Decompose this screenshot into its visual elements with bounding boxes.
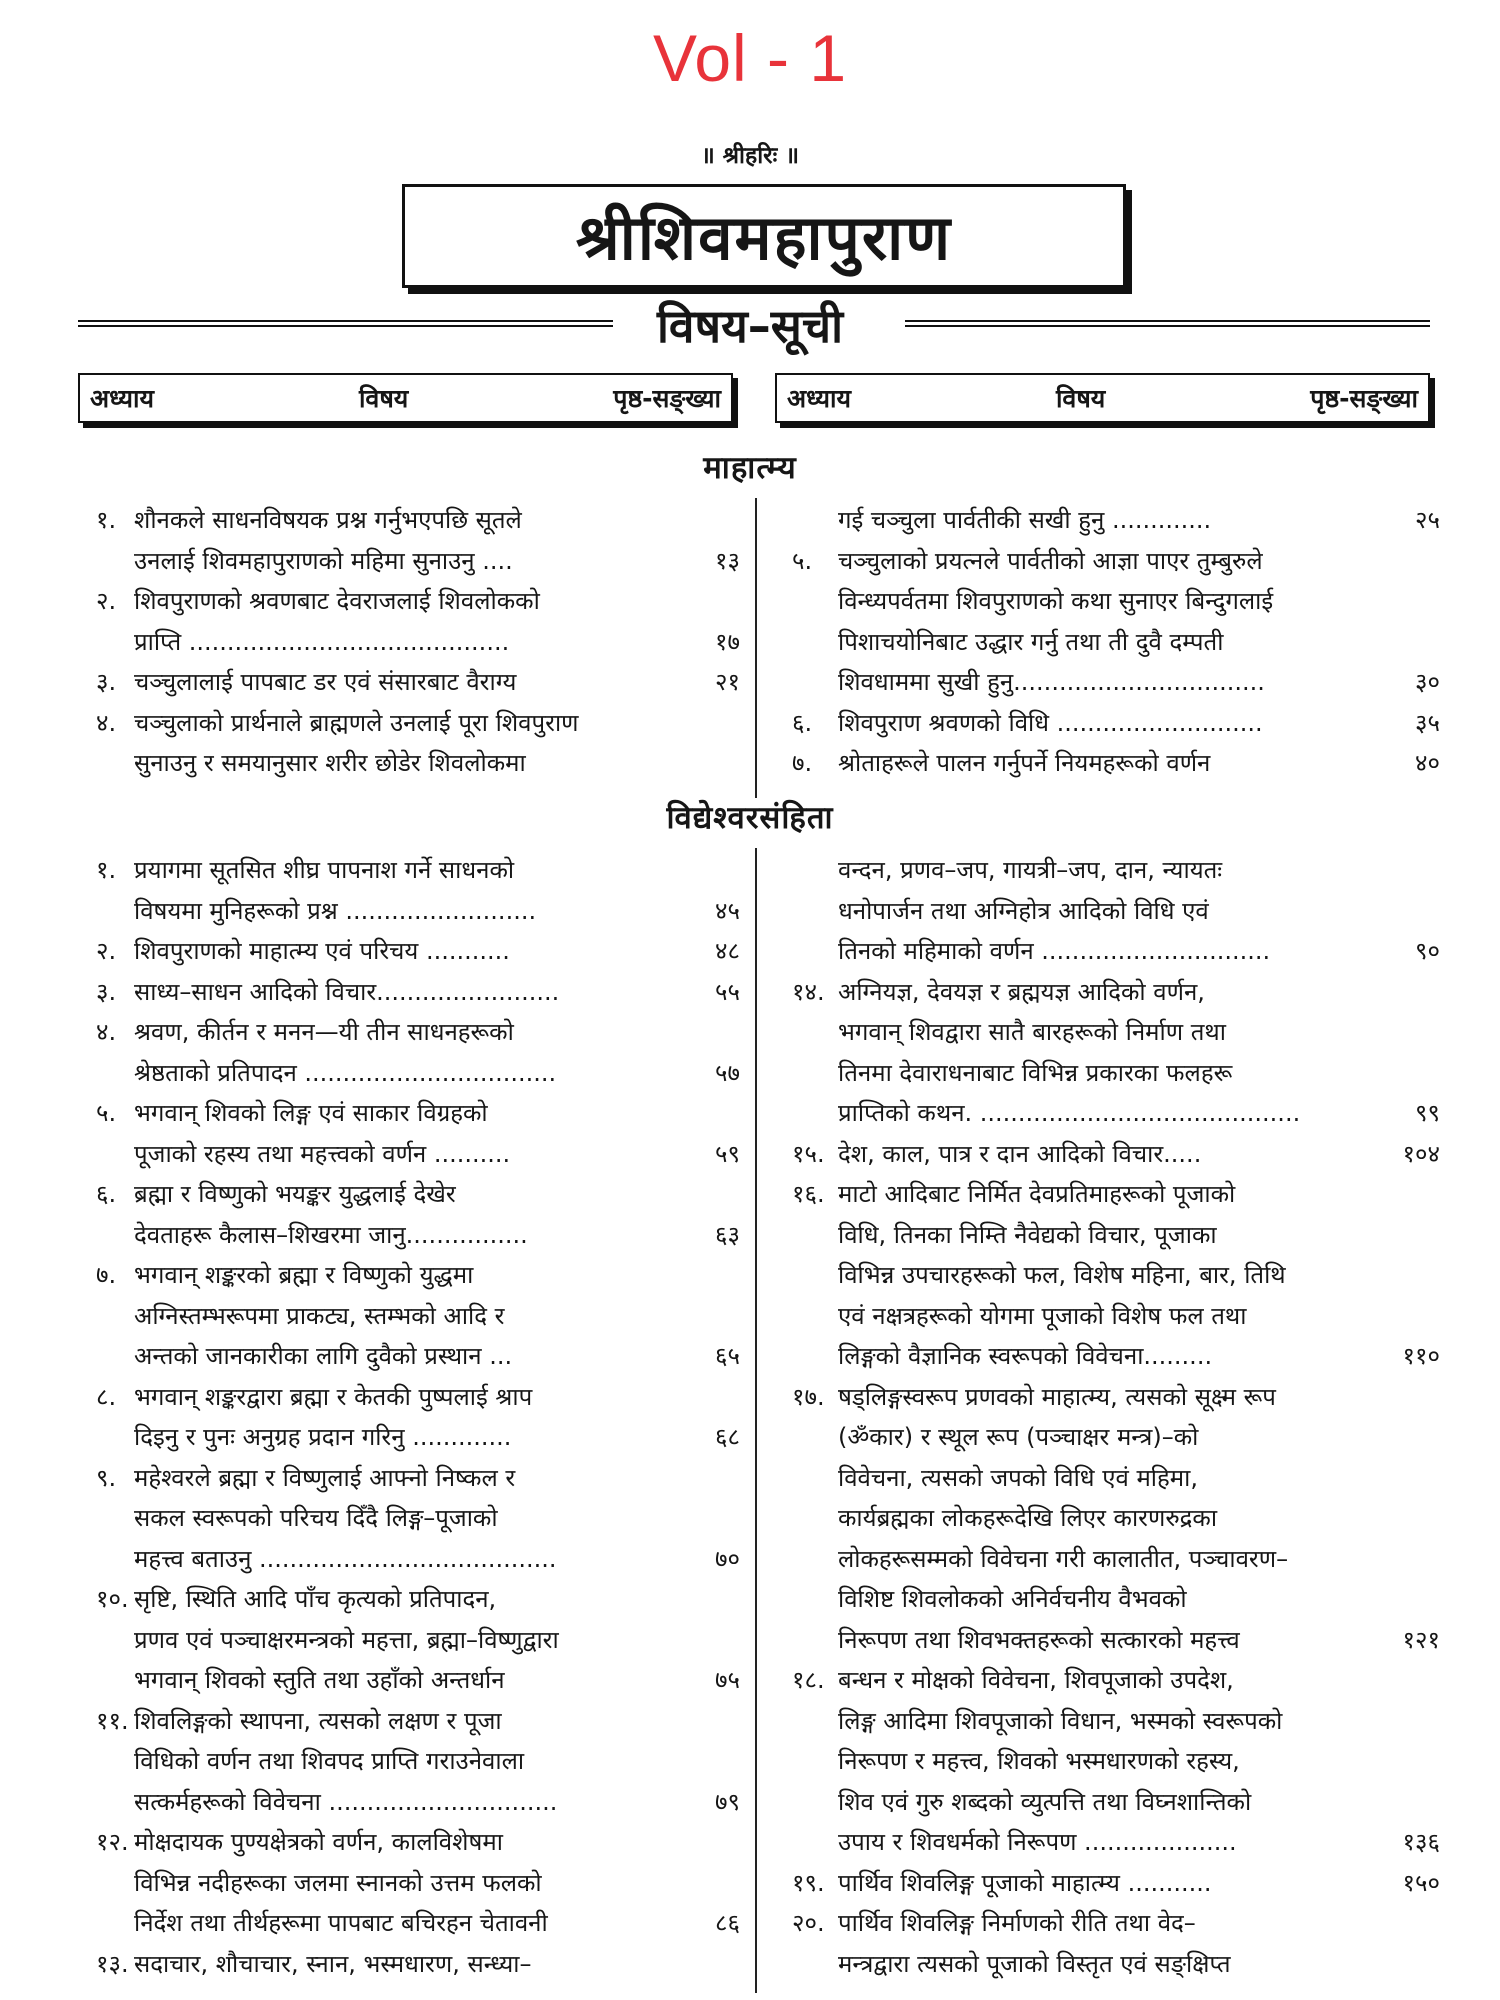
toc-entry-text: सत्कर्महरूको विवेचना ..............................: [134, 1787, 558, 1816]
toc-page-number: ३५: [1415, 708, 1440, 737]
volume-label: Vol - 1: [652, 21, 848, 95]
toc-entry-text: भगवान् शिवको लिङ्ग एवं साकार विग्रहको: [134, 1099, 488, 1127]
toc-row: [0, 1174, 1500, 1214]
toc-row: [0, 1093, 1500, 1133]
toc-chapter-number: ८.: [96, 1382, 117, 1411]
toc-entry-text: शिवपुराण श्रवणको विधि ...........................: [838, 708, 1263, 737]
toc-row: [0, 703, 1500, 743]
toc-chapter-number: १.: [96, 506, 117, 534]
toc-row: [0, 743, 1500, 783]
toc-entry-text: पार्थिव शिवलिङ्ग पूजाको माहात्म्य ...........: [838, 1868, 1212, 1897]
header-chapter: अध्याय: [90, 384, 154, 413]
toc-entry-text: विभिन्न उपचारहरूको फल, विशेष महिना, बार, तिथि: [838, 1261, 1286, 1289]
toc-entry-text: मन्त्रद्वारा त्यसको पूजाको विस्तृत एवं सङ्क्षिप्त: [838, 1949, 1231, 1978]
toc-page-number: १२१: [1402, 1625, 1440, 1654]
toc-entry-text: विषयमा मुनिहरूको प्रश्न .........................: [134, 896, 537, 925]
toc-entry-text: शिवधाममा सुखी हुनु.................................: [838, 668, 1265, 696]
toc-page-number: ११०: [1402, 1342, 1440, 1370]
toc-row: [0, 1458, 1500, 1498]
toc-row: [0, 541, 1500, 581]
toc-entry-text: प्रणव एवं पञ्चाक्षरमन्त्रको महत्ता, ब्रह्मा–विष्णुद्वारा: [134, 1625, 559, 1654]
toc-entry-text: उपाय र शिवधर्मको निरूपण ....................: [838, 1828, 1237, 1856]
toc-chapter-number: ९.: [96, 1463, 117, 1492]
toc-page-number: २५: [1415, 506, 1440, 534]
toc-chapter-number: ५.: [792, 546, 813, 575]
toc-entry-text: तिनको महिमाको वर्णन ..............................: [838, 937, 1271, 965]
toc-chapter-number: ३.: [96, 977, 117, 1006]
toc-entry-text: गई चञ्चुला पार्वतीकी सखी हुनु .............: [838, 506, 1212, 534]
contents-subtitle: विषय–सूची: [657, 299, 843, 353]
toc-entry-text: लिङ्गको वैज्ञानिक स्वरूपको विवेचना.........: [838, 1342, 1213, 1370]
toc-row: [0, 972, 1500, 1012]
toc-entry-text: चञ्चुलाको प्रयत्नले पार्वतीको आज्ञा पाएर तुम्बुरुले: [838, 546, 1263, 575]
toc-row: [0, 581, 1500, 621]
toc-chapter-number: १२.: [96, 1828, 129, 1856]
toc-entry-text: अग्नियज्ञ, देवयज्ञ र ब्रह्मयज्ञ आदिको वर्णन,: [838, 977, 1205, 1006]
toc-entry-text: सृष्टि, स्थिति आदि पाँच कृत्यको प्रतिपादन,: [134, 1585, 497, 1613]
toc-entry-text: निरूपण र महत्त्व, शिवको भस्मधारणको रहस्य,: [838, 1747, 1240, 1775]
toc-chapter-number: ५.: [96, 1099, 117, 1127]
toc-row: [0, 1336, 1500, 1376]
toc-chapter-number: ११.: [96, 1706, 129, 1735]
toc-entry-text: श्रोताहरूले पालन गर्नुपर्ने नियमहरूको वर्णन: [838, 749, 1211, 777]
toc-page-number: ५९: [715, 1139, 740, 1168]
toc-page-number: ९०: [1415, 937, 1440, 965]
toc-row: [0, 1822, 1500, 1862]
toc-entry-text: शिवपुराणको माहात्म्य एवं परिचय ...........: [134, 937, 510, 965]
toc-row: [0, 1012, 1500, 1052]
toc-chapter-number: ७.: [96, 1261, 117, 1289]
toc-row: [0, 850, 1500, 890]
toc-row: [0, 1053, 1500, 1093]
section-title-vidyeshwar: विद्येश्वरसंहिता: [666, 800, 834, 836]
toc-entry-text: प्राप्ति ..........................................: [134, 627, 510, 656]
invocation-text: ॥ श्रीहरिः ॥: [700, 143, 800, 169]
toc-entry-text: सदाचार, शौचाचार, स्नान, भस्मधारण, सन्ध्या–: [134, 1949, 532, 1978]
toc-row: [0, 1255, 1500, 1295]
toc-row: [0, 622, 1500, 662]
toc-chapter-number: ६.: [792, 708, 813, 737]
toc-chapter-number: १४.: [792, 977, 825, 1006]
toc-entry-text: महत्त्व बताउनु .......................................: [134, 1544, 557, 1573]
toc-row: [0, 1579, 1500, 1619]
toc-entry-text: ब्रह्मा र विष्णुको भयङ्कर युद्धलाई देखेर: [134, 1180, 456, 1208]
toc-page-number: १३६: [1402, 1828, 1440, 1856]
toc-row: [0, 662, 1500, 702]
toc-entry-text: भगवान् शिवद्वारा सातै बारहरूको निर्माण तथा: [838, 1018, 1226, 1046]
toc-page-number: २१: [715, 668, 740, 696]
toc-entry-text: निर्देश तथा तीर्थहरूमा पापबाट बचिरहन चेतावनी: [134, 1909, 548, 1937]
toc-page-number: १७: [715, 627, 740, 656]
toc-chapter-number: ३.: [96, 668, 117, 696]
toc-entry-text: विभिन्न नदीहरूका जलमा स्नानको उत्तम फलको: [134, 1868, 542, 1897]
toc-entry-text: शिव एवं गुरु शब्दको व्युत्पत्ति तथा विघ्नशान्तिको: [838, 1787, 1252, 1816]
toc-entry-text: लोकहरूसम्मको विवेचना गरी कालातीत, पञ्चावरण–: [838, 1544, 1289, 1573]
toc-row: [0, 1134, 1500, 1174]
toc-entry-text: एवं नक्षत्रहरूको योगमा पूजाको विशेष फल तथा: [838, 1301, 1247, 1330]
toc-entry-text: विवेचना, त्यसको जपको विधि एवं महिमा,: [838, 1463, 1198, 1492]
toc-page-number: ५७: [715, 1058, 740, 1087]
toc-row: [0, 1701, 1500, 1741]
toc-chapter-number: १६.: [792, 1180, 825, 1208]
toc-page-number: ६३: [715, 1220, 740, 1249]
toc-row: [0, 1417, 1500, 1457]
toc-row: [0, 500, 1500, 540]
toc-entry-text: शिवपुराणको श्रवणबाट देवराजलाई शिवलोकको: [134, 587, 540, 615]
toc-chapter-number: २.: [96, 587, 117, 615]
toc-entry-text: कार्यब्रह्मका लोकहरूदेखि लिएर कारणरुद्रका: [838, 1504, 1218, 1532]
toc-page-number: ९९: [1415, 1099, 1440, 1127]
toc-row: [0, 1539, 1500, 1579]
toc-entry-text: अग्निस्तम्भरूपमा प्राकट्य, स्तम्भको आदि र: [134, 1301, 505, 1330]
header-page-number: पृष्ठ-सङ्ख्या: [1310, 384, 1418, 413]
toc-entry-text: साध्य–साधन आदिको विचार........................: [134, 977, 560, 1006]
toc-row: [0, 891, 1500, 931]
toc-entry-text: शौनकले साधनविषयक प्रश्न गर्नुभएपछि सूतले: [134, 506, 522, 534]
toc-entry-text: लिङ्ग आदिमा शिवपूजाको विधान, भस्मको स्वरूपको: [838, 1706, 1283, 1735]
toc-chapter-number: ४.: [96, 708, 117, 737]
toc-page-number: ७९: [715, 1787, 740, 1816]
toc-row: [0, 1903, 1500, 1943]
toc-row: [0, 1215, 1500, 1255]
toc-chapter-number: १५.: [792, 1139, 825, 1168]
toc-entry-text: पिशाचयोनिबाट उद्धार गर्नु तथा ती दुवै दम्पती: [838, 627, 1224, 656]
toc-page-number: ७०: [715, 1544, 740, 1573]
toc-entry-text: माटो आदिबाट निर्मित देवप्रतिमाहरूको पूजाको: [838, 1180, 1236, 1208]
toc-row: [0, 1741, 1500, 1781]
toc-chapter-number: १९.: [792, 1868, 825, 1897]
toc-row: [0, 1944, 1500, 1984]
toc-chapter-number: ६.: [96, 1180, 117, 1208]
toc-page-number: ७५: [715, 1666, 740, 1694]
toc-page-number: १०४: [1402, 1139, 1440, 1168]
toc-chapter-number: १७.: [792, 1382, 825, 1411]
toc-entry-text: श्रवण, कीर्तन र मनन—यी तीन साधनहरूको: [134, 1018, 514, 1046]
toc-row: [0, 1377, 1500, 1417]
toc-page-number: ८६: [715, 1909, 740, 1937]
toc-chapter-number: १३.: [96, 1949, 129, 1978]
toc-entry-text: देवताहरू कैलास–शिखरमा जानु................: [134, 1220, 528, 1249]
toc-entry-text: विधिको वर्णन तथा शिवपद प्राप्ति गराउनेवाला: [134, 1747, 525, 1775]
toc-entry-text: देश, काल, पात्र र दान आदिको विचार.....: [838, 1139, 1202, 1168]
toc-entry-text: दिइनु र पुनः अनुग्रह प्रदान गरिनु .............: [134, 1423, 512, 1451]
toc-row: [0, 931, 1500, 971]
toc-entry-text: उनलाई शिवमहापुराणको महिमा सुनाउनु ....: [134, 546, 513, 575]
toc-chapter-number: ७.: [792, 749, 813, 777]
toc-entry-text: तिनमा देवाराधनाबाट विभिन्न प्रकारका फलहरू: [838, 1058, 1233, 1087]
toc-page-number: १५०: [1402, 1868, 1440, 1897]
toc-row: [0, 1498, 1500, 1538]
section-title-mahatmya: माहात्म्य: [703, 450, 797, 486]
header-chapter: अध्याय: [787, 384, 851, 413]
column-header-right: [775, 373, 1430, 423]
toc-entry-text: वन्दन, प्रणव–जप, गायत्री–जप, दान, न्यायतः: [838, 856, 1223, 884]
toc-chapter-number: २०.: [792, 1909, 825, 1937]
toc-entry-text: मोक्षदायक पुण्यक्षेत्रको वर्णन, कालविशेषमा: [134, 1828, 503, 1856]
toc-page-number: ४०: [1415, 749, 1440, 777]
toc-entry-text: बन्धन र मोक्षको विवेचना, शिवपूजाको उपदेश,: [838, 1666, 1234, 1694]
header-subject: विषय: [358, 384, 409, 413]
toc-entry-text: शिवलिङ्गको स्थापना, त्यसको लक्षण र पूजा: [134, 1706, 502, 1735]
toc-entry-text: श्रेष्ठताको प्रतिपादन .................................: [134, 1058, 557, 1087]
header-subject: विषय: [1055, 384, 1106, 413]
toc-entry-text: सुनाउनु र समयानुसार शरीर छोडेर शिवलोकमा: [134, 749, 526, 777]
toc-entry-text: भगवान् शिवको स्तुति तथा उहाँको अन्तर्धान: [134, 1666, 505, 1694]
toc-entry-text: धनोपार्जन तथा अग्निहोत्र आदिको विधि एवं: [838, 896, 1209, 925]
toc-entry-text: प्राप्तिको कथन. ..........................................: [838, 1099, 1301, 1127]
toc-entry-text: प्रयागमा सूतसित शीघ्र पापनाश गर्ने साधनको: [134, 856, 515, 884]
toc-row: [0, 1782, 1500, 1822]
toc-entry-text: विन्ध्यपर्वतमा शिवपुराणको कथा सुनाएर बिन्दुगलाई: [838, 587, 1274, 615]
toc-entry-text: पूजाको रहस्य तथा महत्त्वको वर्णन ..........: [134, 1139, 511, 1168]
toc-page-number: ४५: [715, 896, 740, 925]
toc-entry-text: विधि, तिनका निम्ति नैवेद्यको विचार, पूजाका: [838, 1220, 1217, 1249]
toc-chapter-number: १०.: [96, 1585, 129, 1613]
toc-chapter-number: ४.: [96, 1018, 117, 1046]
toc-entry-text: पार्थिव शिवलिङ्ग निर्माणको रीति तथा वेद–: [838, 1909, 1196, 1937]
toc-page-number: ६८: [715, 1423, 740, 1451]
toc-row: [0, 1296, 1500, 1336]
toc-page-number: ६५: [715, 1342, 740, 1370]
toc-chapter-number: १.: [96, 856, 117, 884]
toc-entry-text: चञ्चुलाको प्रार्थनाले ब्राह्मणले उनलाई पूरा शिवपुराण: [134, 708, 579, 737]
toc-chapter-number: १८.: [792, 1666, 825, 1694]
toc-entry-text: अन्तको जानकारीका लागि दुवैको प्रस्थान ...: [134, 1342, 513, 1370]
toc-row: [0, 1660, 1500, 1700]
toc-entry-text: षड्लिङ्गस्वरूप प्रणवको माहात्म्य, त्यसको सूक्ष्म रूप: [838, 1382, 1276, 1411]
toc-page-number: ४८: [715, 937, 740, 965]
toc-page-number: ३०: [1415, 668, 1440, 696]
toc-entry-text: (ॐकार) र स्थूल रूप (पञ्चाक्षर मन्त्र)–को: [838, 1423, 1199, 1451]
column-header-left: [78, 373, 733, 423]
header-page-number: पृष्ठ-सङ्ख्या: [613, 384, 721, 413]
toc-entry-text: सकल स्वरूपको परिचय दिँदै लिङ्ग–पूजाको: [134, 1504, 498, 1532]
toc-row: [0, 1620, 1500, 1660]
toc-page-number: ५५: [715, 977, 740, 1006]
toc-chapter-number: २.: [96, 937, 117, 965]
toc-entry-text: भगवान् शङ्करको ब्रह्मा र विष्णुको युद्धमा: [134, 1261, 474, 1289]
toc-entry-text: चञ्चुलालाई पापबाट डर एवं संसारबाट वैराग्य: [134, 668, 517, 696]
toc-entry-text: विशिष्ट शिवलोकको अनिर्वचनीय वैभवको: [838, 1585, 1187, 1613]
toc-entry-text: महेश्वरले ब्रह्मा र विष्णुलाई आफ्नो निष्कल र: [134, 1463, 516, 1492]
toc-entry-text: निरूपण तथा शिवभक्तहरूको सत्कारको महत्त्व: [838, 1625, 1240, 1654]
toc-row: [0, 1863, 1500, 1903]
toc-page-number: १३: [715, 546, 740, 575]
toc-entry-text: भगवान् शङ्करद्वारा ब्रह्मा र केतकी पुष्पलाई श्राप: [134, 1382, 533, 1411]
book-title: श्रीशिवमहापुराण: [402, 184, 1126, 288]
